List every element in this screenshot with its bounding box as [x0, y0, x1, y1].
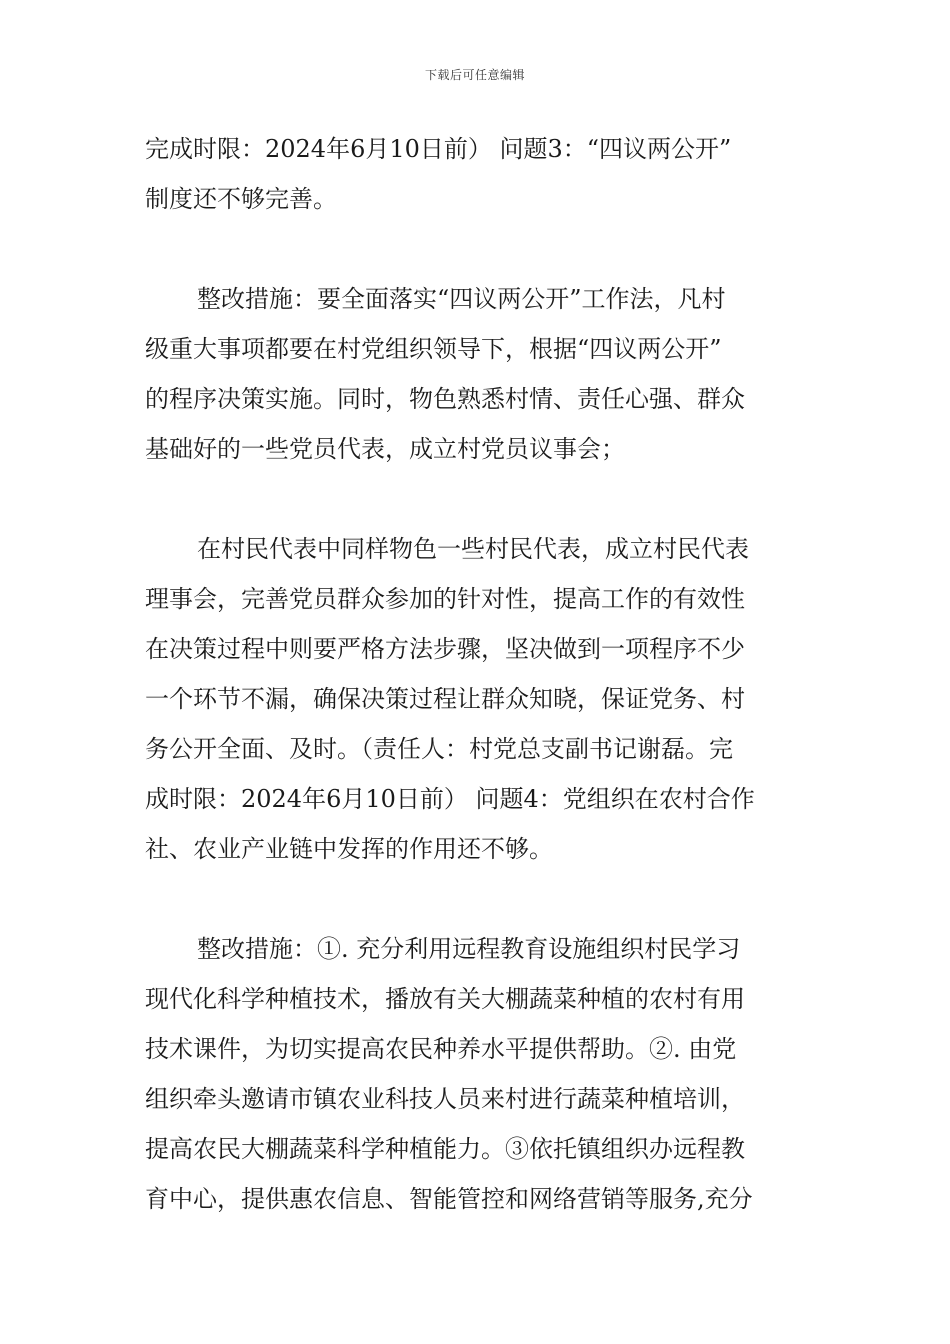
paragraph-3-line-7: 社、农业产业链中发挥的作用还不够。: [145, 835, 553, 863]
paragraph-3-line-6: 成时限：2024年6月10日前） 问题4：党组织在农村合作: [145, 785, 755, 813]
paragraph-4-line-5: 提高农民大棚蔬菜科学种植能力。③依托镇组织办远程教: [145, 1135, 745, 1163]
paragraph-2-line-1: 整改措施：要全面落实“四议两公开”工作法，凡村: [197, 285, 726, 313]
page-header-note: 下载后可任意编辑: [424, 68, 525, 82]
paragraph-2-line-4: 基础好的一些党员代表，成立村党员议事会；: [145, 435, 625, 463]
paragraph-2-line-3: 的程序决策实施。同时，物色熟悉村情、责任心强、群众: [145, 385, 745, 413]
document-body: [145, 124, 807, 1224]
paragraph-4-line-2: 现代化科学种植技术，播放有关大棚蔬菜种植的农村有用: [145, 985, 745, 1013]
paragraph-4-line-1: 整改措施：①. 充分利用远程教育设施组织村民学习: [197, 935, 741, 963]
paragraph-3-line-4: 一个环节不漏，确保决策过程让群众知晓，保证党务、村: [145, 685, 745, 713]
paragraph-4-line-4: 组织牵头邀请市镇农业科技人员来村进行蔬菜种植培训，: [145, 1085, 745, 1113]
paragraph-spacer: [145, 224, 807, 274]
paragraph-1-line-2: 制度还不够完善。: [145, 185, 337, 213]
paragraph-spacer: [145, 474, 807, 524]
paragraph-4-line-6: 育中心，提供惠农信息、智能管控和网络营销等服务,充分: [145, 1185, 753, 1213]
paragraph-3-line-3: 在决策过程中则要严格方法步骤，坚决做到一项程序不少: [145, 635, 745, 663]
paragraph-2-line-2: 级重大事项都要在村党组织领导下，根据“四议两公开”: [145, 335, 722, 363]
paragraph-4-line-3: 技术课件，为切实提高农民种养水平提供帮助。②. 由党: [145, 1035, 737, 1063]
paragraph-3-line-1: 在村民代表中同样物色一些村民代表，成立村民代表: [197, 535, 749, 563]
paragraph-3-line-2: 理事会，完善党员群众参加的针对性，提高工作的有效性: [145, 585, 745, 613]
paragraph-1-line-1: 完成时限：2024年6月10日前） 问题3：“四议两公开”: [145, 135, 732, 163]
paragraph-3-line-5: 务公开全面、及时。（责任人：村党总支副书记谢磊。完: [145, 735, 733, 763]
paragraph-spacer: [145, 874, 807, 924]
